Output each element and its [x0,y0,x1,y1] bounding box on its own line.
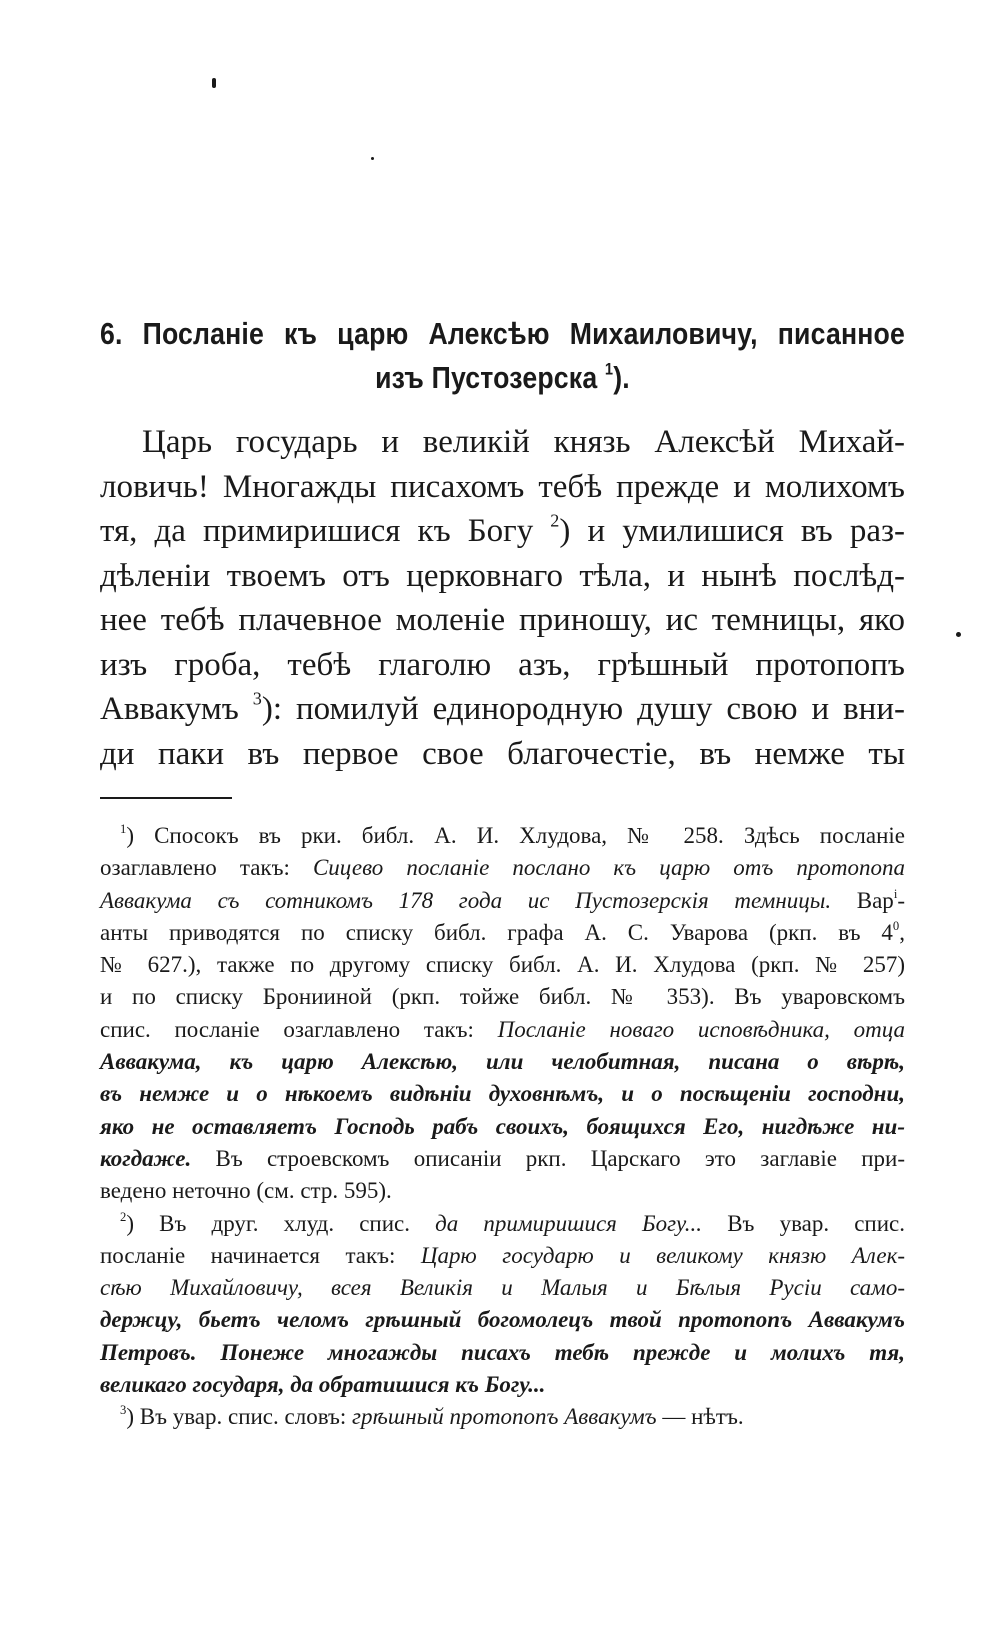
footnote-3-text: ) Въ увар. спис. словъ: [126,1404,353,1430]
body-line-3 [100,509,905,554]
footnote-1-title-quote: Посланіе новаго исповѣдника, отца [497,1016,905,1042]
heading-footnote-ref: 1 [604,359,614,379]
footnote-2-line-2 [100,1240,905,1272]
footnote-1-text: , [899,919,905,945]
footnotes [100,820,905,1434]
footnote-2-line-3: сѣю Михайловичу, всея Великія и Малыя и Бѣлыя Русіи само- [100,1275,905,1301]
footnote-2-line-5: Петровъ. Понеже многажды писахъ тебѣ прежде и молихъ тя, [100,1339,905,1365]
ink-speck [956,632,961,637]
footnote-1-sup: 0 [892,918,900,933]
footnote-1-line-12: ведено неточно (см. стр. 595). [100,1178,392,1204]
footnote-2-line-4: держцу, бьетъ челомъ грѣшный богомолецъ твой протопопъ Аввакумъ [100,1307,905,1333]
document-heading [100,312,905,400]
body-line-5: нее тебѣ плачевное моленіе приношу, ис темницы, яко [100,602,905,638]
footnote-1-text: спис. посланіе озаглавлено такъ: [100,1016,498,1042]
footnote-1-line-9: въ немже и о нѣкоемъ видѣніи духовнѣмъ, и о посѣщеніи господни, [100,1081,905,1107]
footnote-1-line-5: № 627.), также по другому списку библ. А. И. Хлудова (ркп. № 257) [100,952,905,978]
footnote-1-text: Вар [831,887,894,913]
ink-speck [371,157,374,160]
footnote-1-text: ) Спосокъ въ рки. библ. А. И. Хлудова, № 258. Здѣсь посланіе [126,823,905,848]
footnote-3-quote: грѣшный протопопъ Аввакумъ [352,1404,657,1430]
footnote-2-line-6: великаго государя, да обратишися къ Богу... [100,1372,546,1398]
footnote-1-line-1 [100,820,905,852]
footnote-2-mark: 2 [120,1209,127,1224]
ink-speck [212,78,216,88]
footnote-1-line-7 [100,1014,905,1046]
footnote-3-line-1 [100,1401,905,1433]
body-line-7b: ): помилуй единородную душу свою и вни- [261,691,905,727]
body-line-7 [100,687,905,732]
footnote-1-text: Въ строевскомъ описаніи ркп. Царскаго это заглавіе при- [191,1145,905,1171]
body-line-3b: ) и умилишися въ раз- [559,513,905,549]
body-line-3a: тя, да примиришися къ Богу [100,513,534,549]
body-line-6: изъ гроба, тебѣ глаголю азъ, грѣшный протопопъ [100,646,905,683]
footnote-1-line-4 [100,917,905,949]
footnote-2-text: ) Въ друг. хлуд. спис. [126,1210,436,1236]
footnote-1-sup: і [893,886,898,901]
footnote-1-text: анты приводятся по списку библ. графа А. С. Уварова (ркп. въ 4 [100,919,893,945]
footnote-2-line-1 [100,1208,905,1240]
body-line-1: Царь государь и великій князь Алексѣй Михай- [142,424,905,460]
footnote-3-text: — нѣтъ. [656,1404,744,1430]
heading-after-ref: ). [613,360,630,395]
footnote-2-text: посланіе начинается такъ: [100,1242,421,1268]
footnote-1-title-quote: когдаже. [100,1145,192,1171]
footnote-1-mark: 1 [120,821,127,836]
footnote-2-quote: да примиришися Богу... [435,1210,703,1236]
footnote-1-line-6: и по списку Бронииной (ркп. тойже библ. № 353). Въ уваровскомъ [100,984,905,1010]
body-line-8: ди паки въ первое свое благочестіе, въ немже ты [100,735,905,772]
footnote-1-line-8: Аввакума, къ царю Алексѣю, или челобитная, писана о вѣрѣ, [100,1049,905,1075]
footnote-1-line-2 [100,852,905,884]
footnote-ref-2: 2 [550,510,560,531]
heading-line-2-text: изъ Пустозерска [375,360,598,395]
heading-line-2 [156,356,848,400]
footnote-1-text: - [897,887,905,913]
footnote-1-text: озаглавлено такъ: [100,855,313,881]
footnote-3-mark: 3 [120,1403,127,1418]
footnote-1-title-quote: Аввакума съ сотникомъ 178 года ис Пустозерскія темницы. [100,887,832,913]
letter-body [100,420,905,776]
footnote-ref-3: 3 [252,688,262,709]
body-line-7a: Аввакумъ [100,691,239,727]
footnote-1-title-quote: Сицево посланіе послано къ царю отъ протопопа [312,855,905,881]
footnote-1-line-11 [100,1143,905,1175]
footnote-2-text: Въ увар. спис. [702,1210,905,1236]
body-line-4: дѣленіи твоемъ отъ церковнаго тѣла, и нынѣ послѣд- [100,557,905,594]
footnote-divider [100,797,232,799]
footnote-1-line-10: яко не оставляетъ Господь рабъ своихъ, боящихся Его, нигдѣже ни- [100,1113,905,1139]
footnote-1-line-3 [100,885,905,917]
footnote-2-quote: Царю государю и великому князю Алек- [420,1242,905,1268]
heading-line-1: 6. Посланіе къ царю Алексѣю Михаиловичу, писанное [100,316,905,351]
body-line-2: ловичь! Многажды писахомъ тебѣ прежде и молихомъ [100,468,905,505]
